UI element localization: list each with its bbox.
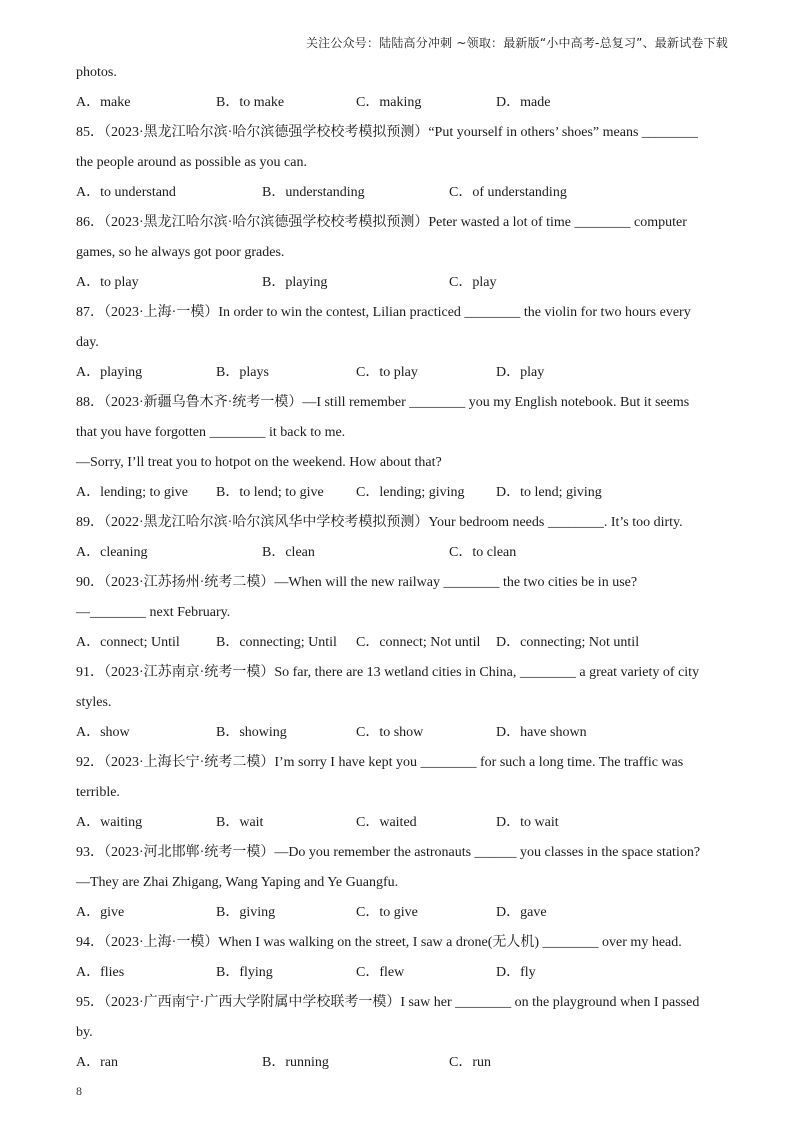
question-text-line: 85．（2023·黑龙江哈尔滨·哈尔滨德强学校校考模拟预测）“Put yourself in others’ shoes” means ________ — [76, 125, 698, 140]
question-text-line: —They are Zhai Zhigang, Wang Yaping and Ye Guangfu. — [76, 875, 399, 890]
answer-option: A．give — [76, 905, 125, 920]
answer-option: C．flew — [356, 965, 405, 980]
answer-option: D．to wait — [496, 815, 559, 830]
answer-option: C．making — [356, 95, 422, 110]
answer-option: B．clean — [262, 545, 315, 560]
answer-option: A．cleaning — [76, 545, 148, 560]
answer-option: C．to play — [356, 365, 418, 380]
answer-option: D．made — [496, 95, 551, 110]
question-text-line: styles. — [76, 695, 112, 710]
answer-option: A．flies — [76, 965, 125, 980]
answer-option: A．show — [76, 725, 130, 740]
answer-option: A．playing — [76, 365, 143, 380]
question-text-line: the people around as possible as you can. — [76, 155, 307, 170]
answer-option: C．connect; Not until — [356, 635, 481, 650]
answer-options — [76, 718, 726, 748]
answer-option: B．plays — [216, 365, 269, 380]
answer-option: A．to understand — [76, 185, 176, 200]
answer-option: C．of understanding — [449, 185, 567, 200]
question-text-line: 91．（2023·江苏南京·统考一模）So far, there are 13 wetland cities in China, ________ a great variety of city — [76, 665, 700, 680]
answer-option: D．fly — [496, 965, 536, 980]
question-text-line: 93．（2023·河北邯郸·统考一模）—Do you remember the astronauts ______ you classes in the space station? — [76, 845, 701, 860]
answer-option: B．wait — [216, 815, 264, 830]
answer-option: B．to make — [216, 95, 285, 110]
answer-options — [76, 958, 726, 988]
answer-option: C．lending; giving — [356, 485, 465, 500]
question-text-line: 86．（2023·黑龙江哈尔滨·哈尔滨德强学校校考模拟预测）Peter wasted a lot of time ________ computer — [76, 215, 687, 230]
answer-option: A．connect; Until — [76, 635, 180, 650]
question-text-line: 92．（2023·上海长宁·统考二模）I’m sorry I have kept you ________ for such a long time. The traffic was — [76, 755, 684, 770]
question-text-line: 95．（2023·广西南宁·广西大学附属中学校联考一模）I saw her ________ on the playground when I passed — [76, 995, 700, 1010]
question-text-line: 88．（2023·新疆乌鲁木齐·统考一模）—I still remember ________ you my English notebook. But it seems — [76, 395, 690, 410]
answer-options — [76, 628, 726, 658]
answer-option: B．understanding — [262, 185, 365, 200]
page-number: 8 — [76, 1084, 82, 1098]
answer-options — [76, 898, 726, 928]
question-text-line: games, so he always got poor grades. — [76, 245, 285, 260]
answer-option: A．waiting — [76, 815, 143, 830]
answer-option: A．to play — [76, 275, 139, 290]
question-text-line: —________ next February. — [76, 605, 231, 620]
answer-options — [76, 538, 726, 568]
answer-option: D．gave — [496, 905, 547, 920]
answer-option: D．connecting; Not until — [496, 635, 640, 650]
answer-option: B．to lend; to give — [216, 485, 324, 500]
answer-option: C．play — [449, 275, 497, 290]
answer-options — [76, 358, 726, 388]
question-list — [76, 58, 726, 1078]
answer-option: B．showing — [216, 725, 287, 740]
answer-option: B．flying — [216, 965, 273, 980]
answer-option: B．giving — [216, 905, 276, 920]
question-text-line: 89．（2022·黑龙江哈尔滨·哈尔滨风华中学校考模拟预测）Your bedroom needs ________. It’s too dirty. — [76, 515, 683, 530]
answer-option: B．connecting; Until — [216, 635, 337, 650]
answer-option: A．lending; to give — [76, 485, 188, 500]
question-text-line: —Sorry, I’ll treat you to hotpot on the weekend. How about that? — [76, 455, 442, 470]
answer-options — [76, 808, 726, 838]
answer-options — [76, 268, 726, 298]
question-text-line: terrible. — [76, 785, 120, 800]
answer-option: A．make — [76, 95, 131, 110]
answer-option: B．running — [262, 1055, 329, 1070]
page-header: 关注公众号：陆陆高分冲刺 ~领取：最新版“小中高考-总复习”、最新试卷下载 — [305, 36, 728, 50]
answer-options — [76, 1048, 726, 1078]
answer-option: C．to clean — [449, 545, 517, 560]
answer-options — [76, 178, 726, 208]
answer-options — [76, 478, 726, 508]
answer-option: B．playing — [262, 275, 328, 290]
answer-option: C．to give — [356, 905, 418, 920]
answer-option: C．run — [449, 1055, 491, 1070]
answer-option: D．have shown — [496, 725, 587, 740]
question-text-line: 94．（2023·上海·一模）When I was walking on the street, I saw a drone(无人机) ________ over my head. — [76, 935, 682, 950]
answer-options — [76, 88, 726, 118]
answer-option: C．waited — [356, 815, 417, 830]
question-text-line: that you have forgotten ________ it back to me. — [76, 425, 346, 440]
question-text-line: by. — [76, 1025, 93, 1040]
answer-option: A．ran — [76, 1055, 118, 1070]
answer-option: D．play — [496, 365, 545, 380]
answer-option: C．to show — [356, 725, 424, 740]
question-text-line: 90．（2023·江苏扬州·统考二模）—When will the new railway ________ the two cities be in use? — [76, 575, 638, 590]
answer-option: D．to lend; giving — [496, 485, 602, 500]
question-text-line: 87．（2023·上海·一模）In order to win the contest, Lilian practiced ________ the violin for two hours every — [76, 305, 691, 320]
question-text-line: day. — [76, 335, 99, 350]
question-text-line: photos. — [76, 65, 117, 80]
